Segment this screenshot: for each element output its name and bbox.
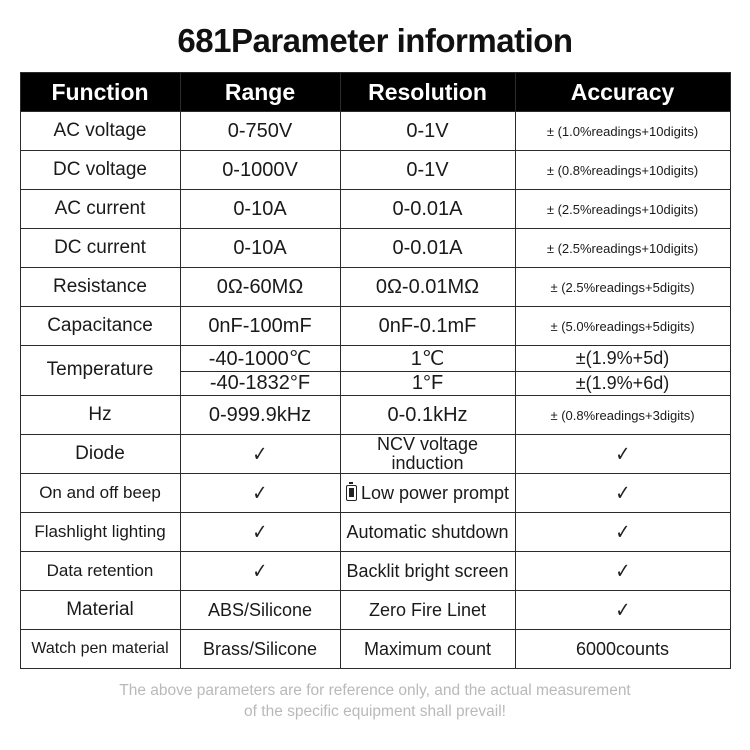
cell-accuracy: 6000counts (515, 630, 730, 669)
cell-accuracy: ±(1.9%+6d) (515, 372, 730, 396)
cell-accuracy-check (515, 591, 730, 630)
cell-range: 0-1000V (180, 151, 340, 190)
column-header-range: Range (180, 73, 340, 112)
cell-function: DC voltage (20, 151, 180, 190)
table-row (20, 112, 730, 151)
table-header (20, 73, 730, 112)
column-header-function: Function (20, 73, 180, 112)
cell-range-check (180, 513, 340, 552)
cell-range: ABS/Silicone (180, 591, 340, 630)
battery-icon (346, 485, 357, 501)
cell-function: Temperature (20, 346, 180, 396)
cell-accuracy-check (515, 513, 730, 552)
low-power-prompt-line (341, 484, 515, 503)
cell-resolution: Maximum count (340, 630, 515, 669)
table-row (20, 396, 730, 435)
cell-resolution (340, 474, 515, 513)
cell-function: AC voltage (20, 112, 180, 151)
cell-resolution: Automatic shutdown (340, 513, 515, 552)
specification-table (20, 72, 731, 669)
cell-function: On and off beep (20, 474, 180, 513)
table-row (20, 552, 730, 591)
table-row (20, 190, 730, 229)
cell-function: Capacitance (20, 307, 180, 346)
column-header-resolution: Resolution (340, 73, 515, 112)
checkmark-icon: ✓ (252, 559, 268, 583)
cell-range: 0Ω-60MΩ (180, 268, 340, 307)
table-row (20, 630, 730, 669)
cell-resolution: 1℃ (340, 346, 515, 372)
table-row (20, 346, 730, 372)
cell-function: Flashlight lighting (20, 513, 180, 552)
cell-resolution: 0-0.01A (340, 229, 515, 268)
cell-accuracy: ± (0.8%readings+3digits) (515, 396, 730, 435)
table-row (20, 151, 730, 190)
cell-range-check (180, 552, 340, 591)
cell-function: Data retention (20, 552, 180, 591)
footnote-line-1: The above parameters are for reference only, and the actual measurement (119, 682, 631, 699)
cell-function: Watch pen material (20, 630, 180, 669)
cell-resolution: 0-1V (340, 151, 515, 190)
table-row (20, 435, 730, 474)
cell-accuracy-check (515, 474, 730, 513)
checkmark-icon: ✓ (252, 520, 268, 544)
table-header-row (20, 73, 730, 112)
cell-function: Diode (20, 435, 180, 474)
column-header-accuracy: Accuracy (515, 73, 730, 112)
checkmark-icon: ✓ (252, 442, 268, 466)
cell-range-check (180, 435, 340, 474)
table-row (20, 307, 730, 346)
cell-range: -40-1000℃ (180, 346, 340, 372)
cell-range: Brass/Silicone (180, 630, 340, 669)
table-row (20, 268, 730, 307)
page-title: 681Parameter information (177, 22, 573, 59)
cell-range: -40-1832°F (180, 372, 340, 396)
cell-resolution-label: Low power prompt (360, 482, 510, 503)
checkmark-icon: ✓ (615, 598, 630, 622)
cell-accuracy: ± (0.8%readings+10digits) (515, 151, 730, 190)
cell-accuracy-check (515, 552, 730, 591)
cell-function: Material (20, 591, 180, 630)
checkmark-icon: ✓ (252, 481, 268, 505)
checkmark-icon: ✓ (615, 559, 630, 583)
cell-resolution: Backlit bright screen (340, 552, 515, 591)
cell-function: Hz (20, 396, 180, 435)
cell-accuracy: ± (2.5%readings+10digits) (515, 229, 730, 268)
table-row (20, 513, 730, 552)
cell-resolution: 1°F (340, 372, 515, 396)
table-row (20, 474, 730, 513)
cell-range: 0nF-100mF (180, 307, 340, 346)
cell-accuracy: ±(1.9%+5d) (515, 346, 730, 372)
checkmark-icon: ✓ (615, 520, 630, 544)
cell-resolution: Zero Fire Linet (340, 591, 515, 630)
cell-accuracy: ± (2.5%readings+5digits) (515, 268, 730, 307)
table-row (20, 591, 730, 630)
table-row (20, 229, 730, 268)
cell-resolution: 0-0.01A (340, 190, 515, 229)
cell-range: 0-10A (180, 229, 340, 268)
cell-resolution: 0-0.1kHz (340, 396, 515, 435)
table-body (20, 112, 730, 669)
cell-resolution: NCV voltage induction (340, 435, 515, 474)
cell-range: 0-750V (180, 112, 340, 151)
cell-resolution: 0-1V (340, 112, 515, 151)
checkmark-icon: ✓ (615, 442, 630, 466)
cell-range: 0-10A (180, 190, 340, 229)
cell-resolution: 0Ω-0.01MΩ (340, 268, 515, 307)
cell-accuracy: ± (5.0%readings+5digits) (515, 307, 730, 346)
footnote (50, 669, 700, 723)
footnote-line-2: of the specific equipment shall prevail! (244, 702, 506, 720)
cell-function: DC current (20, 229, 180, 268)
cell-function: AC current (20, 190, 180, 229)
checkmark-icon: ✓ (615, 481, 630, 505)
cell-range-check (180, 474, 340, 513)
cell-range: 0-999.9kHz (180, 396, 340, 435)
cell-accuracy: ± (1.0%readings+10digits) (515, 112, 730, 151)
cell-accuracy-check (515, 435, 730, 474)
cell-resolution: 0nF-0.1mF (340, 307, 515, 346)
cell-function: Resistance (20, 268, 180, 307)
cell-accuracy: ± (2.5%readings+10digits) (515, 190, 730, 229)
